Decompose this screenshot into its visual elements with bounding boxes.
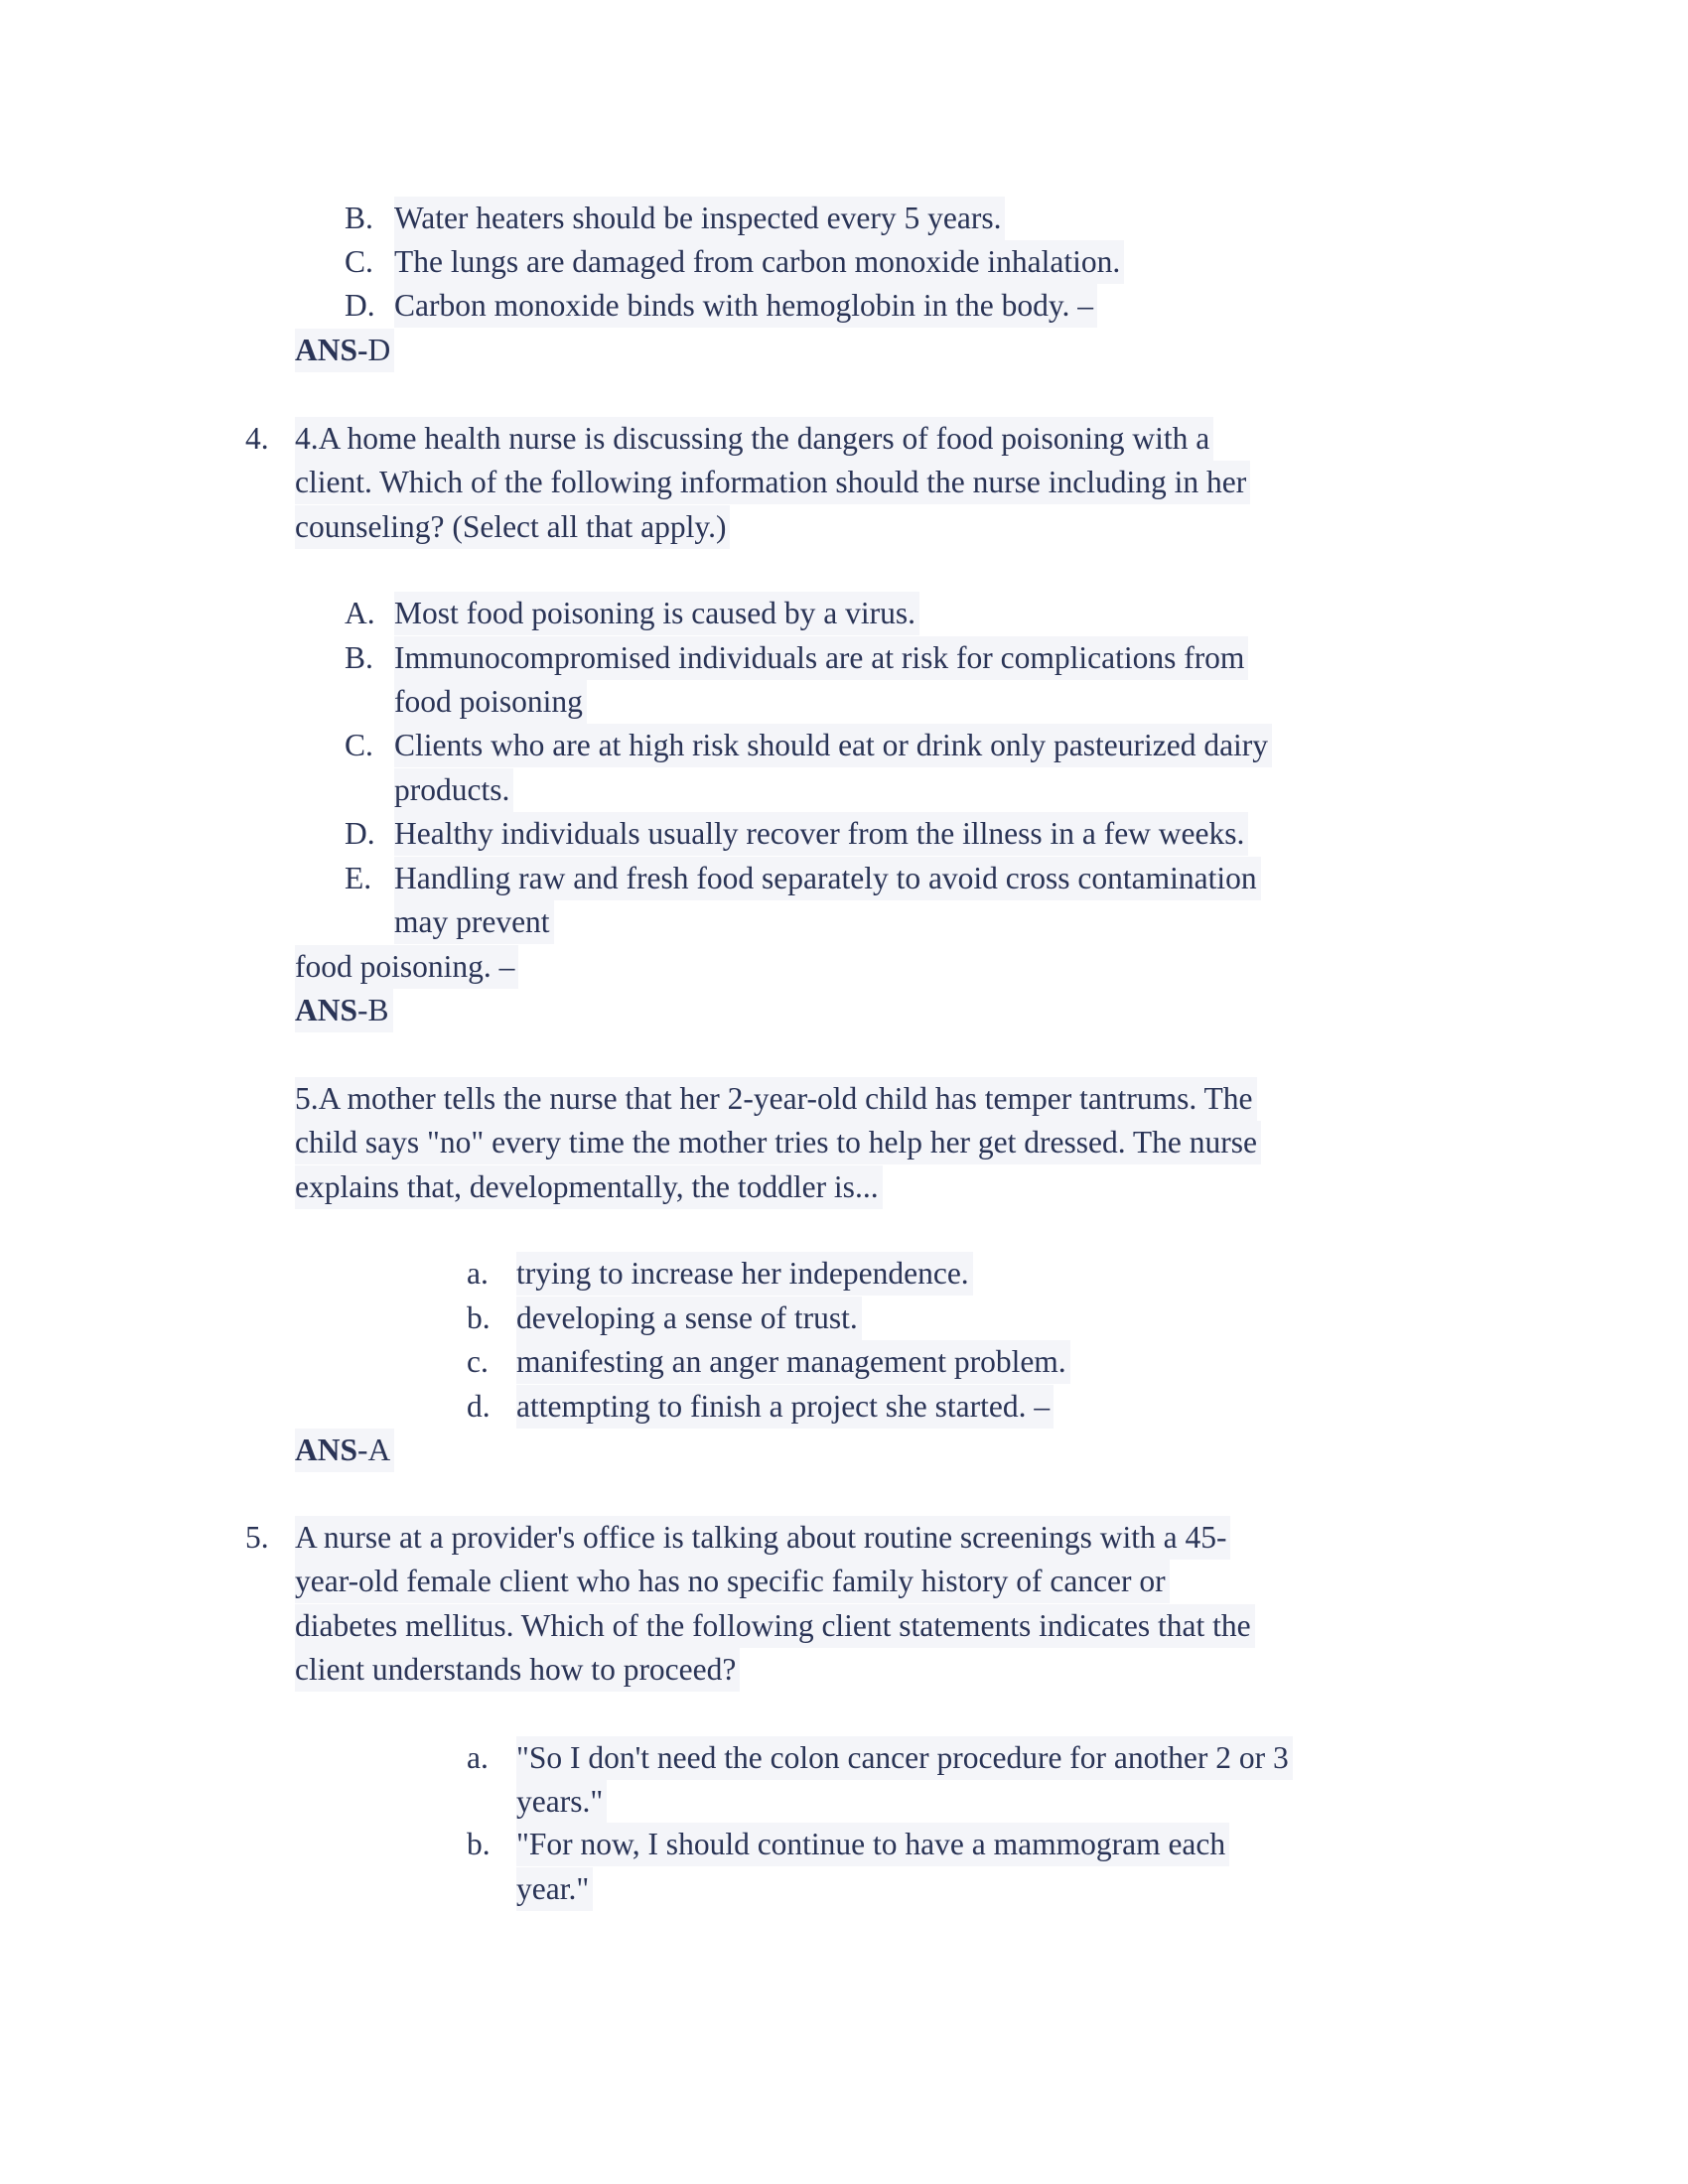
q5a-stem-line: child says "no" every time the mother tries to help her get dressed. The nurse xyxy=(295,1121,1261,1164)
answer-prefix: ANS xyxy=(295,1433,358,1467)
q5b-stem-line: client understands how to proceed? xyxy=(295,1648,740,1692)
q4-answer xyxy=(295,989,393,1032)
option-label: A. xyxy=(345,596,375,630)
q5b-number: 5. xyxy=(245,1520,269,1555)
option-text: "So I don't need the colon cancer procedure for another 2 or 3 xyxy=(516,1736,1293,1780)
answer-prefix: ANS- xyxy=(295,333,368,367)
option-label: C. xyxy=(345,728,373,762)
option-text: food poisoning xyxy=(394,680,587,724)
option-label: B. xyxy=(345,640,373,675)
answer-value: D xyxy=(367,333,391,367)
q5a-stem-line: explains that, developmentally, the toddler is... xyxy=(295,1165,883,1209)
option-label: a. xyxy=(467,1256,489,1291)
option-text: developing a sense of trust. xyxy=(516,1297,862,1340)
option-label: d. xyxy=(467,1389,491,1424)
q4-number: 4. xyxy=(245,421,269,456)
option-text: Healthy individuals usually recover from the illness in a few weeks. xyxy=(394,812,1248,856)
option-text: years." xyxy=(516,1780,607,1824)
option-text: The lungs are damaged from carbon monoxide inhalation. xyxy=(394,240,1124,284)
q5a-answer xyxy=(295,1429,394,1472)
option-text: products. xyxy=(394,768,513,812)
q5b-stem-line: year-old female client who has no specific family history of cancer or xyxy=(295,1560,1170,1603)
option-text: manifesting an anger management problem. xyxy=(516,1340,1070,1384)
option-text: Water heaters should be inspected every 5 years. xyxy=(394,197,1005,240)
q4-stem-line: client. Which of the following information should the nurse including in her xyxy=(295,461,1250,504)
option-text: Most food poisoning is caused by a virus. xyxy=(394,592,919,635)
option-text: Handling raw and fresh food separately to avoid cross contamination xyxy=(394,857,1261,900)
option-text: "For now, I should continue to have a mammogram each xyxy=(516,1823,1229,1866)
q4-trailing-text: food poisoning. – xyxy=(295,945,518,989)
answer-value: -B xyxy=(357,993,389,1027)
q4-stem-line: 4.A home health nurse is discussing the dangers of food poisoning with a xyxy=(295,417,1213,461)
option-label: C. xyxy=(345,244,373,279)
q5b-stem-line: A nurse at a provider's office is talking about routine screenings with a 45- xyxy=(295,1516,1230,1560)
option-text: Immunocompromised individuals are at risk for complications from xyxy=(394,636,1248,680)
option-label: E. xyxy=(345,861,372,895)
q4-stem-line: counseling? (Select all that apply.) xyxy=(295,505,730,549)
option-text: may prevent xyxy=(394,900,554,944)
answer-prefix: ANS xyxy=(295,993,358,1027)
option-text: attempting to finish a project she started. – xyxy=(516,1385,1054,1429)
option-label: B. xyxy=(345,201,373,235)
option-text: Clients who are at high risk should eat or drink only pasteurized dairy xyxy=(394,724,1272,767)
option-label: D. xyxy=(345,816,375,851)
option-text: Carbon monoxide binds with hemoglobin in the body. – xyxy=(394,284,1097,328)
q3-answer xyxy=(295,329,394,372)
answer-value: -A xyxy=(357,1433,391,1467)
option-label: D. xyxy=(345,288,375,323)
q5b-stem-line: diabetes mellitus. Which of the following client statements indicates that the xyxy=(295,1604,1255,1648)
option-label: a. xyxy=(467,1740,489,1775)
option-label: b. xyxy=(467,1827,491,1861)
option-text: trying to increase her independence. xyxy=(516,1252,973,1296)
option-text: year." xyxy=(516,1867,593,1911)
option-label: c. xyxy=(467,1344,489,1379)
q5a-stem-line: 5.A mother tells the nurse that her 2-year-old child has temper tantrums. The xyxy=(295,1077,1257,1121)
option-label: b. xyxy=(467,1300,491,1335)
